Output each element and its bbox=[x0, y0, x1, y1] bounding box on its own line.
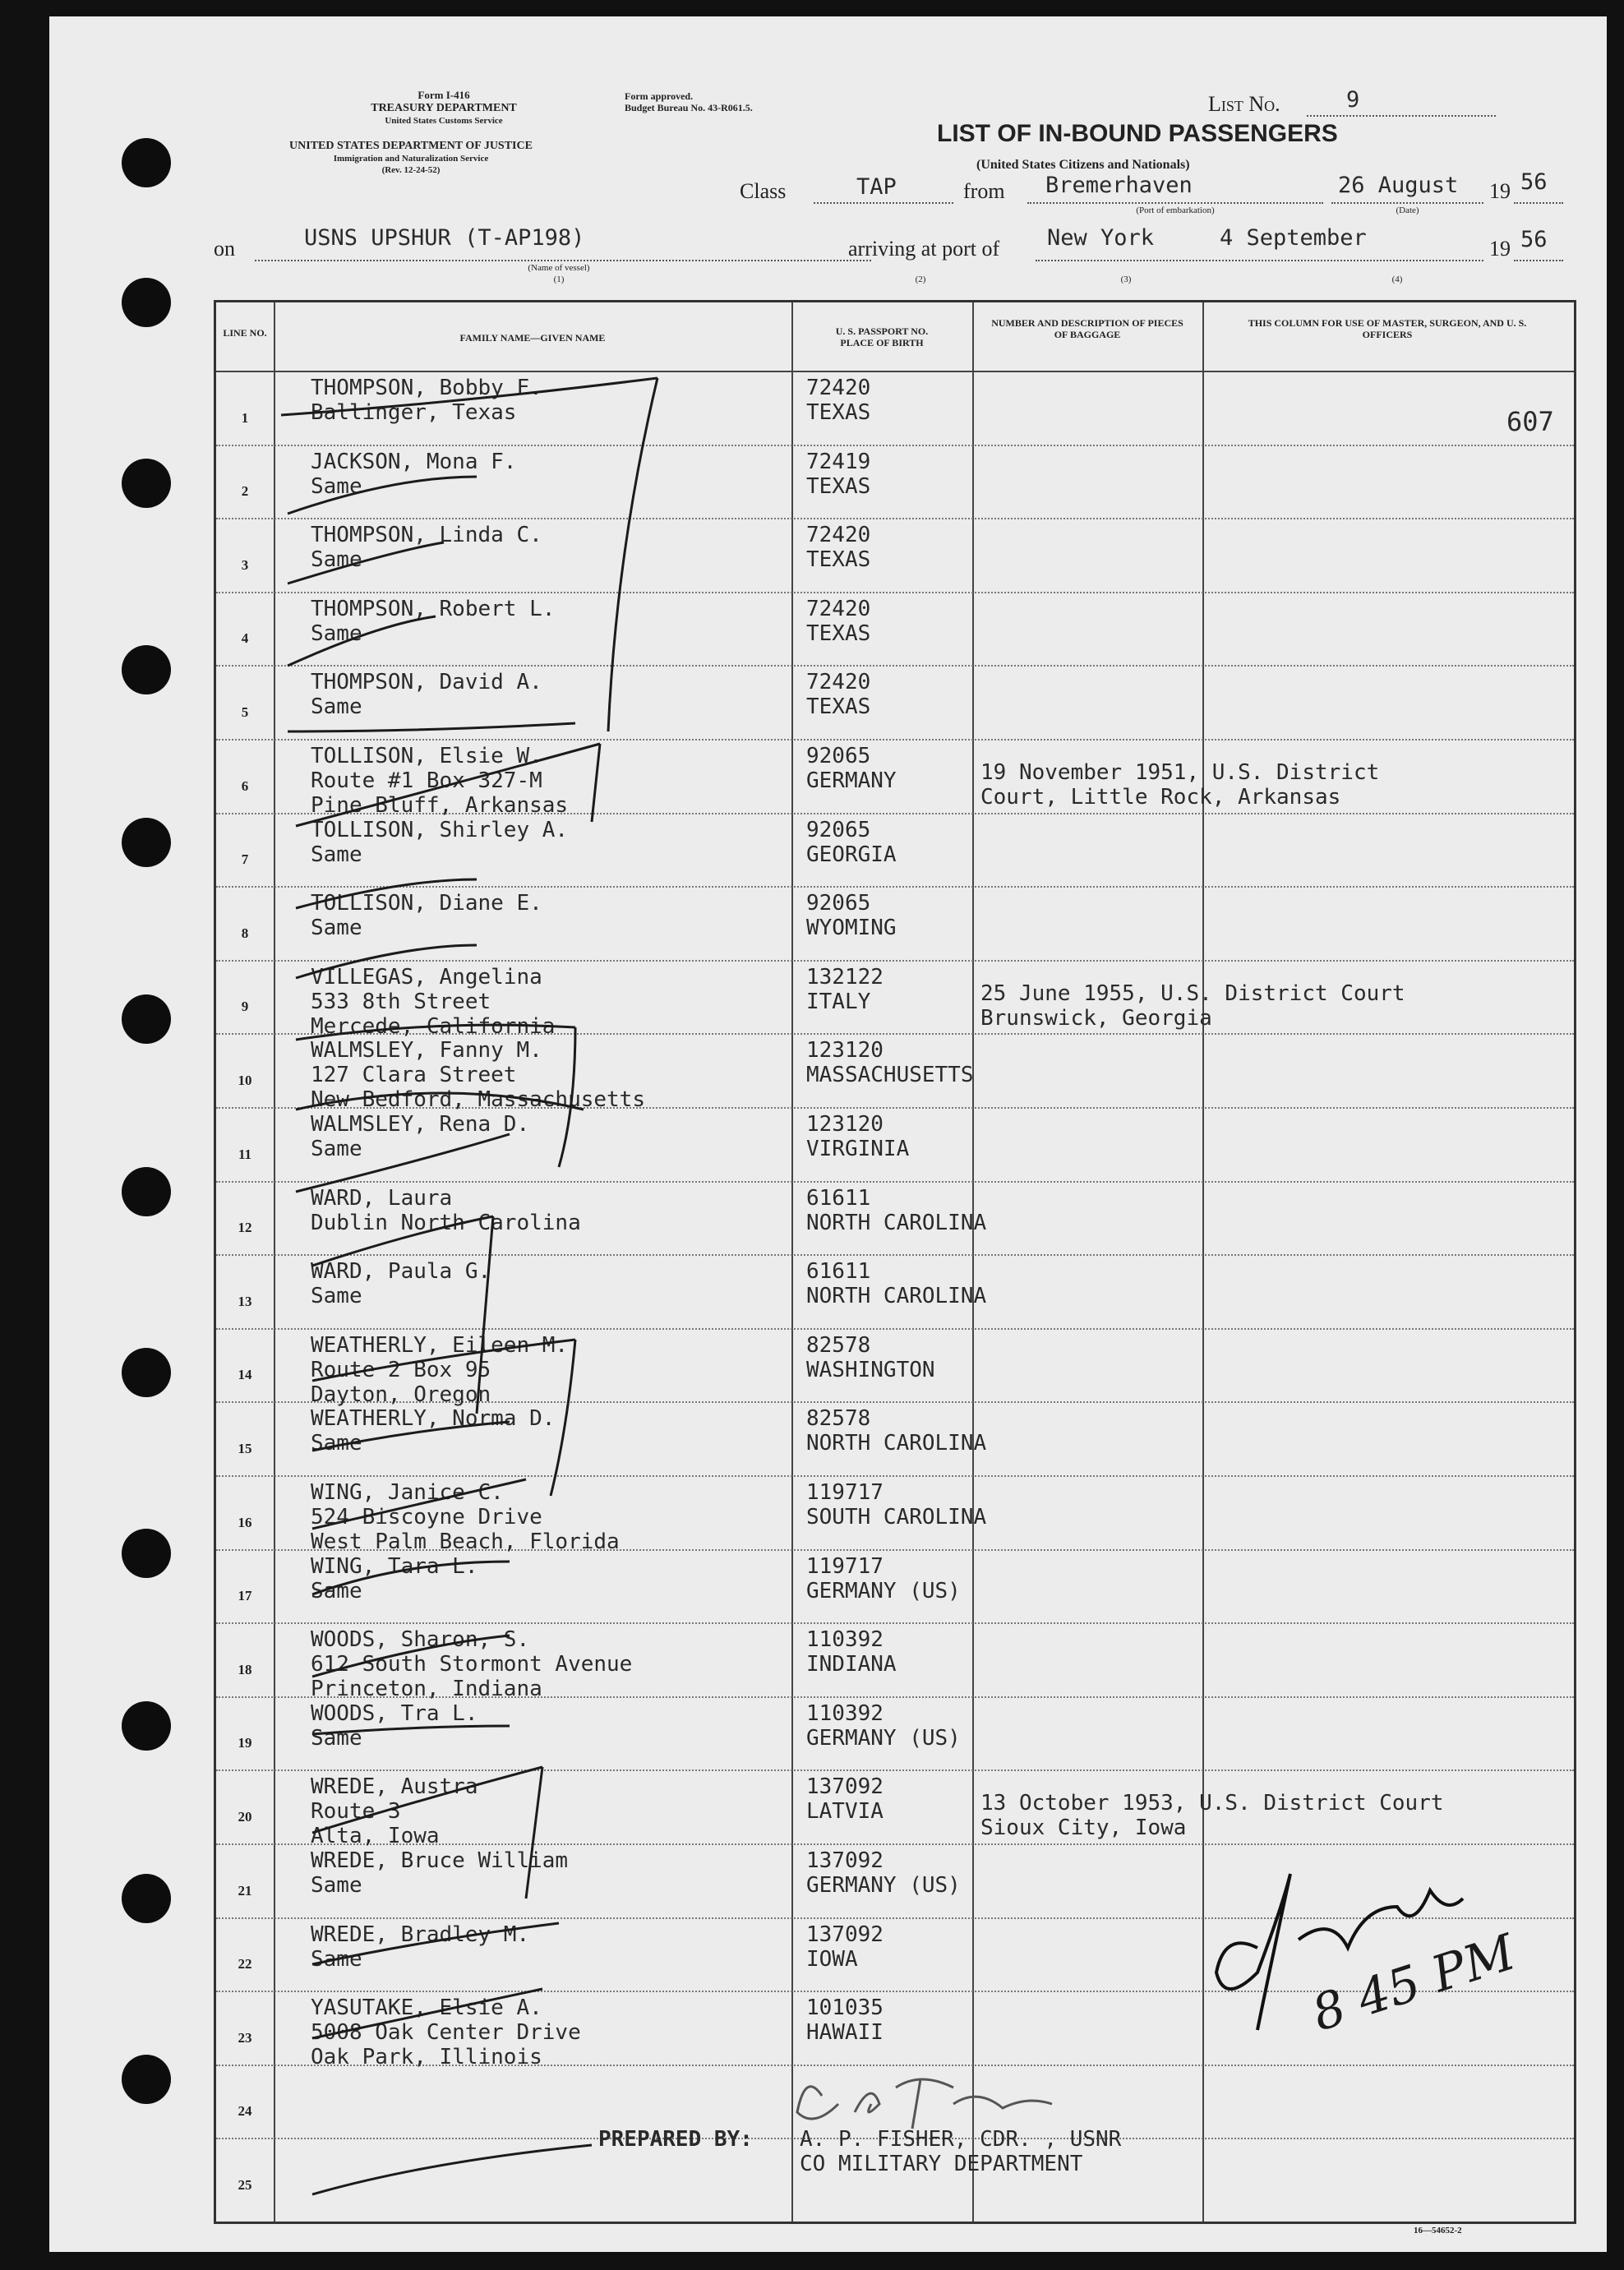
from-label: from bbox=[963, 179, 1005, 203]
passport-birthplace: 82578 NORTH CAROLINA bbox=[806, 1406, 987, 1456]
binder-hole bbox=[122, 2055, 171, 2104]
row-divider bbox=[216, 1475, 1574, 1477]
justice-dept: UNITED STATES DEPARTMENT OF JUSTICE bbox=[289, 140, 533, 152]
passport-birthplace: 137092 IOWA bbox=[806, 1922, 884, 1972]
passenger-name: WEATHERLY, Eileen M. Route 2 Box 95 Dayton, Oregon bbox=[311, 1332, 569, 1407]
embarkation-port: Bremerhaven bbox=[1045, 173, 1193, 198]
line-number: 5 bbox=[241, 704, 249, 720]
list-no-line bbox=[1307, 115, 1496, 117]
row-divider bbox=[216, 1769, 1574, 1771]
line-number: 10 bbox=[238, 1073, 252, 1088]
binder-hole bbox=[122, 138, 171, 187]
row-divider bbox=[216, 1917, 1574, 1919]
col-header-name: FAMILY NAME—GIVEN NAME bbox=[459, 332, 606, 344]
line-number: 14 bbox=[238, 1367, 252, 1383]
passport-birthplace: 110392 GERMANY (US) bbox=[806, 1700, 961, 1751]
passenger-name: WREDE, Austra Route 3 Alta, Iowa bbox=[311, 1774, 478, 1849]
passport-birthplace: 72420 TEXAS bbox=[806, 523, 871, 573]
line-number: 16 bbox=[238, 1514, 252, 1530]
line-number: 17 bbox=[238, 1588, 252, 1604]
binder-hole bbox=[122, 459, 171, 508]
passport-birthplace: 119717 SOUTH CAROLINA bbox=[806, 1480, 987, 1529]
col-header-officers: THIS COLUMN FOR USE OF MASTER, SURGEON, AND U. S. OFFICERS bbox=[1248, 317, 1527, 340]
passport-birthplace: 123120 VIRGINIA bbox=[806, 1112, 910, 1161]
form-approved: Form approved. bbox=[625, 90, 694, 102]
class-value: TAP bbox=[856, 174, 897, 200]
arriving-label: arriving at port of bbox=[848, 237, 1000, 261]
passport-birthplace: 110392 INDIANA bbox=[806, 1627, 897, 1677]
on-label: on bbox=[214, 237, 235, 261]
vessel-name: USNS UPSHUR (T-AP198) bbox=[304, 225, 585, 251]
row-divider bbox=[216, 592, 1574, 593]
line-number: 23 bbox=[238, 2029, 252, 2046]
line-number: 6 bbox=[241, 777, 249, 794]
passenger-name: WEATHERLY, Norma D. Same bbox=[311, 1406, 556, 1456]
passport-birthplace: 72420 TEXAS bbox=[806, 596, 871, 646]
passenger-name: THOMPSON, Linda C. Same bbox=[311, 523, 542, 573]
row-divider bbox=[216, 665, 1574, 667]
row-divider bbox=[216, 1622, 1574, 1624]
passport-birthplace: 92065 GERMANY bbox=[806, 744, 897, 793]
prepared-by-label: PREPARED BY: bbox=[598, 2127, 753, 2152]
passport-birthplace: 72420 TEXAS bbox=[806, 670, 871, 720]
line-number: 24 bbox=[238, 2103, 252, 2120]
officer-number: 607 bbox=[1506, 406, 1554, 437]
class-label: Class bbox=[740, 179, 787, 203]
header-rule bbox=[216, 371, 1574, 372]
from-line bbox=[1027, 202, 1323, 204]
depart-date: 26 August bbox=[1338, 173, 1459, 198]
column-4-ref: (4) bbox=[1391, 275, 1403, 284]
row-divider bbox=[216, 1254, 1574, 1256]
line-number: 4 bbox=[241, 630, 249, 647]
line-number: 3 bbox=[241, 556, 249, 573]
line-number: 13 bbox=[238, 1293, 252, 1309]
col-header-passport: U. S. PASSPORT NO. PLACE OF BIRTH bbox=[835, 325, 929, 348]
binder-hole bbox=[122, 1701, 171, 1751]
footer-code: 16—54652-2 bbox=[1414, 2226, 1462, 2235]
binder-hole bbox=[122, 1348, 171, 1397]
passport-birthplace: 92065 GEORGIA bbox=[806, 817, 897, 867]
binder-hole bbox=[122, 1529, 171, 1578]
budget-bureau: Budget Bureau No. 43-R061.5. bbox=[625, 102, 753, 113]
row-divider bbox=[216, 739, 1574, 741]
passenger-name: VILLEGAS, Angelina 533 8th Street Mercede, California bbox=[311, 964, 556, 1039]
col-header-line: LINE NO. bbox=[223, 327, 267, 339]
line-number: 1 bbox=[241, 409, 249, 426]
treasury-dept: TREASURY DEPARTMENT bbox=[371, 102, 517, 114]
passenger-name: THOMPSON, David A. Same bbox=[311, 670, 542, 720]
row-divider bbox=[216, 445, 1574, 446]
prepared-by-name: A. P. FISHER, CDR. , USNR bbox=[800, 2127, 1122, 2152]
row-divider bbox=[216, 1328, 1574, 1330]
binder-hole bbox=[122, 994, 171, 1044]
binder-hole bbox=[122, 818, 171, 867]
passenger-name: WOODS, Sharon, S. 612 South Stormont Avenue Princeton, Indiana bbox=[311, 1627, 633, 1702]
passenger-name: YASUTAKE, Elsie A. 5008 Oak Center Drive Oak Park, Illinois bbox=[311, 1995, 581, 2070]
line-number: 7 bbox=[241, 851, 249, 868]
passenger-name: WREDE, Bruce William Same bbox=[311, 1848, 569, 1898]
manifest-page bbox=[49, 16, 1607, 2252]
col-divider-2 bbox=[791, 302, 793, 2222]
passenger-name: WREDE, Bradley M. Same bbox=[311, 1922, 530, 1972]
class-line bbox=[814, 202, 953, 204]
line-number: 8 bbox=[241, 925, 249, 941]
arrival-port: New York bbox=[1047, 225, 1155, 251]
passenger-name: TOLLISON, Diane E. Same bbox=[311, 891, 542, 941]
passenger-table bbox=[214, 300, 1576, 2224]
passenger-name: WING, Janice C. 524 Biscoyne Drive West Palm Beach, Florida bbox=[311, 1480, 620, 1554]
form-revision: (Rev. 12-24-52) bbox=[381, 165, 441, 175]
column-1-ref: (1) bbox=[553, 275, 565, 284]
list-no-value: 9 bbox=[1346, 87, 1360, 113]
binder-hole bbox=[122, 1874, 171, 1923]
date-caption: (Date) bbox=[1396, 205, 1419, 215]
passport-birthplace: 137092 GERMANY (US) bbox=[806, 1848, 961, 1898]
passport-birthplace: 123120 MASSACHUSETTS bbox=[806, 1038, 974, 1088]
line-number: 20 bbox=[238, 1809, 252, 1825]
passenger-name: WING, Tara L. Same bbox=[311, 1553, 478, 1603]
column-2-ref: (2) bbox=[915, 275, 926, 284]
arrival-line bbox=[1036, 260, 1483, 261]
passport-birthplace: 61611 NORTH CAROLINA bbox=[806, 1185, 987, 1235]
list-no-label: List No. bbox=[1208, 92, 1280, 116]
arrival-date: 4 September bbox=[1220, 225, 1367, 251]
row-divider bbox=[216, 960, 1574, 962]
arrive-year-prefix: 19 bbox=[1489, 237, 1511, 261]
binder-hole bbox=[122, 645, 171, 694]
passenger-name: WARD, Paula G. Same bbox=[311, 1259, 491, 1309]
page-subtitle: (United States Citizens and Nationals) bbox=[976, 158, 1190, 172]
line-number: 11 bbox=[238, 1146, 252, 1162]
passenger-name: WALMSLEY, Fanny M. 127 Clara Street New Bedford, Massachusetts bbox=[311, 1038, 645, 1113]
passport-birthplace: 132122 ITALY bbox=[806, 964, 884, 1014]
passport-birthplace: 72420 TEXAS bbox=[806, 376, 871, 425]
passenger-name: JACKSON, Mona F. Same bbox=[311, 449, 517, 499]
passenger-name: WALMSLEY, Rena D. Same bbox=[311, 1112, 530, 1161]
passenger-name: TOLLISON, Elsie W. Route #1 Box 327-M Pine Bluff, Arkansas bbox=[311, 744, 569, 818]
line-number: 12 bbox=[238, 1220, 252, 1236]
depart-year: 56 bbox=[1520, 169, 1548, 195]
passenger-name: THOMPSON, Robert L. Same bbox=[311, 596, 556, 646]
passenger-name: WOODS, Tra L. Same bbox=[311, 1700, 478, 1751]
row-divider bbox=[216, 518, 1574, 519]
prepared-by-dept: CO MILITARY DEPARTMENT bbox=[800, 2152, 1083, 2176]
line-number: 25 bbox=[238, 2177, 252, 2193]
passport-birthplace: 82578 WASHINGTON bbox=[806, 1332, 935, 1382]
customs-service: United States Customs Service bbox=[385, 116, 503, 126]
line-number: 18 bbox=[238, 1661, 252, 1677]
passport-birthplace: 92065 WYOMING bbox=[806, 891, 897, 941]
row-divider bbox=[216, 886, 1574, 888]
form-number: Form I-416 bbox=[418, 89, 470, 101]
passenger-name: THOMPSON, Bobby F. Ballinger, Texas bbox=[311, 376, 542, 425]
line-number: 21 bbox=[238, 1882, 252, 1899]
depart-year-line bbox=[1514, 202, 1563, 204]
depart-date-line bbox=[1331, 202, 1483, 204]
line-number: 15 bbox=[238, 1441, 252, 1456]
vessel-line bbox=[255, 260, 871, 261]
line-number: 2 bbox=[241, 483, 249, 500]
depart-year-prefix: 19 bbox=[1489, 179, 1511, 203]
line-number: 19 bbox=[238, 1735, 252, 1751]
naturalization-note: 25 June 1955, U.S. District Court Brunswick, Georgia bbox=[980, 980, 1405, 1031]
handwritten-time: 8 45 PM bbox=[1305, 1923, 1523, 2043]
passport-birthplace: 137092 LATVIA bbox=[806, 1774, 884, 1825]
binder-hole bbox=[122, 1167, 171, 1216]
arrive-year: 56 bbox=[1520, 227, 1548, 252]
arrive-year-line bbox=[1514, 260, 1563, 261]
vessel-caption: (Name of vessel) bbox=[528, 263, 590, 273]
line-number: 22 bbox=[238, 1956, 252, 1972]
binder-hole bbox=[122, 278, 171, 327]
column-3-ref: (3) bbox=[1120, 275, 1132, 284]
passport-birthplace: 119717 GERMANY (US) bbox=[806, 1553, 961, 1603]
col-header-baggage: NUMBER AND DESCRIPTION OF PIECES OF BAGGAGE bbox=[991, 317, 1183, 340]
embarkation-caption: (Port of embarkation) bbox=[1136, 205, 1215, 215]
line-number: 9 bbox=[241, 999, 249, 1015]
passport-birthplace: 101035 HAWAII bbox=[806, 1995, 884, 2046]
row-divider bbox=[216, 1181, 1574, 1183]
passport-birthplace: 61611 NORTH CAROLINA bbox=[806, 1259, 987, 1309]
col-divider-1 bbox=[274, 302, 275, 2222]
naturalization-note: 13 October 1953, U.S. District Court Sioux City, Iowa bbox=[980, 1791, 1444, 1841]
passenger-name: WARD, Laura Dublin North Carolina bbox=[311, 1185, 581, 1235]
naturalization-note: 19 November 1951, U.S. District Court, Little Rock, Arkansas bbox=[980, 760, 1380, 810]
page-title: LIST OF IN-BOUND PASSENGERS bbox=[937, 120, 1338, 147]
passenger-name: TOLLISON, Shirley A. Same bbox=[311, 817, 569, 867]
passport-birthplace: 72419 TEXAS bbox=[806, 449, 871, 499]
col-divider-4 bbox=[1202, 302, 1204, 2222]
ins-service: Immigration and Naturalization Service bbox=[333, 154, 489, 164]
